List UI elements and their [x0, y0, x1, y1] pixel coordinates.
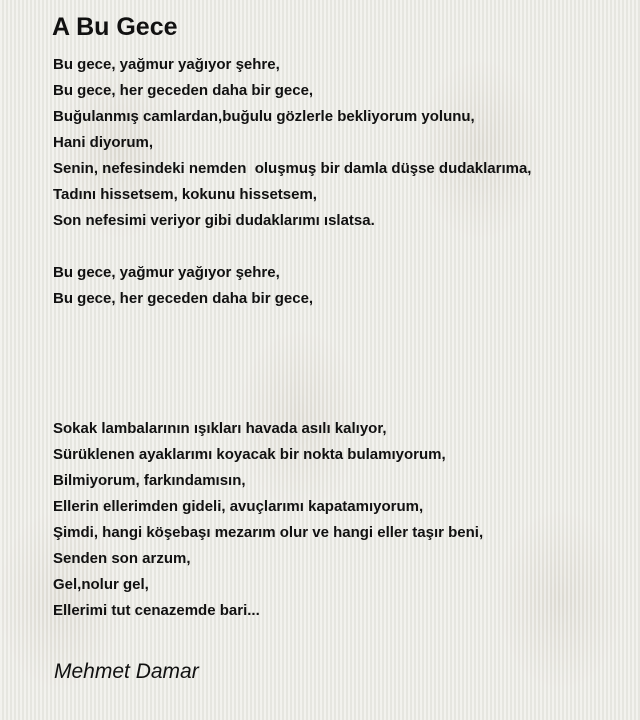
- stanza-3: [53, 416, 633, 624]
- poem-body: [53, 52, 633, 624]
- poem-line: Şimdi, hangi köşebaşı mezarım olur ve hangi eller taşır beni,: [53, 524, 484, 541]
- poem-line: Ellerin ellerimden gideli, avuçlarımı kapatamıyorum,: [53, 498, 424, 515]
- poem-author: Mehmet Damar: [54, 660, 199, 683]
- stanza-1: [53, 52, 633, 234]
- poem-line: Son nefesimi veriyor gibi dudaklarımı ıslatsa.: [53, 212, 375, 229]
- poem-line: Bu gece, yağmur yağıyor şehre,: [53, 264, 280, 281]
- poem-line: Buğulanmış camlardan,buğulu gözlerle bekliyorum yolunu,: [53, 108, 475, 125]
- poem-line: Sürüklenen ayaklarımı koyacak bir nokta bulamıyorum,: [53, 446, 446, 463]
- poem-line: Tadını hissetsem, kokunu hissetsem,: [53, 186, 317, 203]
- poem-line: Bilmiyorum, farkındamısın,: [53, 472, 246, 489]
- poem-line: Ellerimi tut cenazemde bari...: [53, 602, 260, 619]
- poem-line: Gel,nolur gel,: [53, 576, 149, 593]
- poem-line: Bu gece, her geceden daha bir gece,: [53, 82, 314, 99]
- poem-line: Sokak lambalarının ışıkları havada asılı kalıyor,: [53, 420, 387, 437]
- poem-title: A Bu Gece: [52, 13, 178, 41]
- poem-line: Senin, nefesindeki nemden oluşmuş bir damla düşse dudaklarıma,: [53, 160, 532, 177]
- poem-line: Bu gece, her geceden daha bir gece,: [53, 290, 314, 307]
- poem-line: Senden son arzum,: [53, 550, 191, 567]
- poem-line: Bu gece, yağmur yağıyor şehre,: [53, 56, 280, 73]
- stanza-2: [53, 260, 633, 312]
- poem-line: Hani diyorum,: [53, 134, 154, 151]
